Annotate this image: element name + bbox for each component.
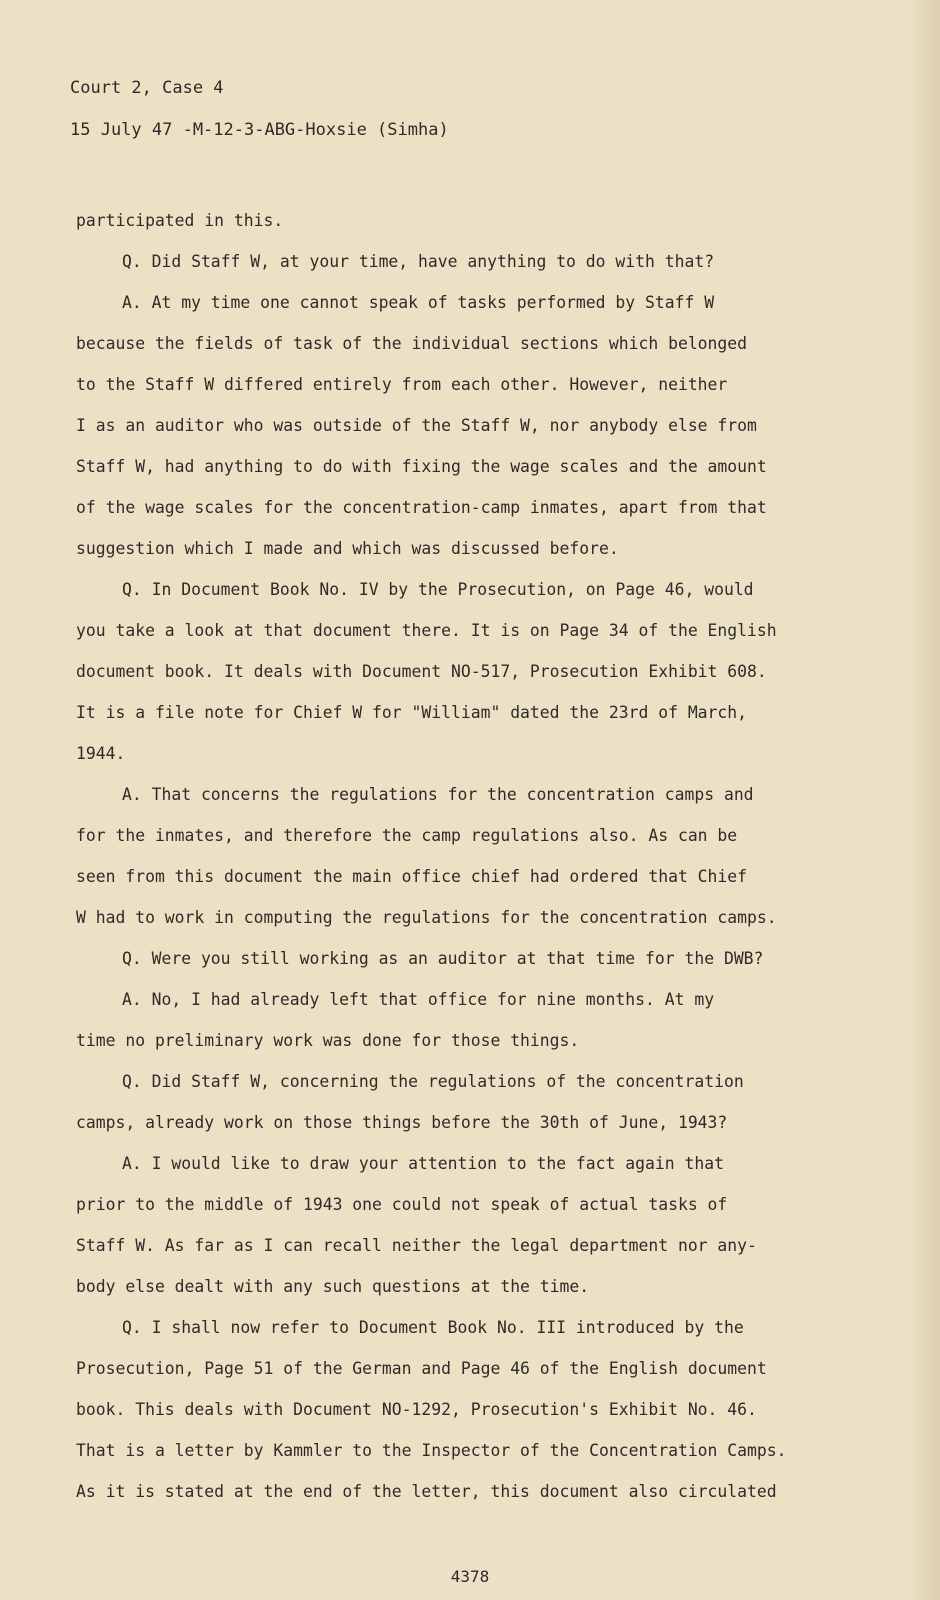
transcript-line: document book. It deals with Document NO-517, Prosecution Exhibit 608. [76,662,767,681]
transcript-line: W had to work in computing the regulations for the concentration camps. [76,908,777,927]
transcript-line: you take a look at that document there. It is on Page 34 of the English [76,621,777,640]
transcript-line: participated in this. [76,211,284,230]
transcript-line: Q. Were you still working as an auditor at that time for the DWB? [122,949,764,968]
transcript-line: Prosecution, Page 51 of the German and Page 46 of the English document [76,1359,767,1378]
transcript-line: That is a letter by Kammler to the Inspector of the Concentration Camps. [76,1441,787,1460]
transcript-line: A. At my time one cannot speak of tasks performed by Staff W [122,293,715,312]
transcript-line: book. This deals with Document NO-1292, Prosecution's Exhibit No. 46. [76,1400,757,1419]
transcript-line: 1944. [76,744,126,763]
transcript-line: It is a file note for Chief W for "William" dated the 23rd of March, [76,703,748,722]
transcript-line: seen from this document the main office chief had ordered that Chief [76,867,748,886]
transcript-line: prior to the middle of 1943 one could not speak of actual tasks of [76,1195,728,1214]
transcript-line: of the wage scales for the concentration-camp inmates, apart from that [76,498,767,517]
date-session-line: 15 July 47 -M-12-3-ABG-Hoxsie (Simha) [70,120,449,140]
transcript-line: to the Staff W differed entirely from each other. However, neither [76,375,728,394]
transcript-line: camps, already work on those things before the 30th of June, 1943? [76,1113,728,1132]
transcript-line: A. No, I had already left that office for nine months. At my [122,990,715,1009]
page-edge-shading [910,0,940,1600]
transcript-line: suggestion which I made and which was discussed before. [76,539,619,558]
transcript-line: A. That concerns the regulations for the concentration camps and [122,785,754,804]
transcript-line: A. I would like to draw your attention to the fact again that [122,1154,724,1173]
transcript-line: for the inmates, and therefore the camp regulations also. As can be [76,826,738,845]
transcript-line: Q. Did Staff W, at your time, have anything to do with that? [122,252,715,271]
transcript-line: Q. I shall now refer to Document Book No. III introduced by the [122,1318,744,1337]
transcript-line: Staff W, had anything to do with fixing the wage scales and the amount [76,457,767,476]
transcript-line: Q. In Document Book No. IV by the Prosecution, on Page 46, would [122,580,754,599]
transcript-line: because the fields of task of the individual sections which belonged [76,334,748,353]
transcript-line: time no preliminary work was done for those things. [76,1031,580,1050]
transcript-body [76,200,836,1512]
transcript-line: body else dealt with any such questions at the time. [76,1277,590,1296]
page-number: 4378 [450,1567,490,1586]
transcript-line: I as an auditor who was outside of the Staff W, nor anybody else from [76,416,757,435]
transcript-line: Q. Did Staff W, concerning the regulations of the concentration [122,1072,744,1091]
case-header: Court 2, Case 4 [70,78,224,98]
transcript-line: As it is stated at the end of the letter, this document also circulated [76,1482,777,1501]
transcript-line: Staff W. As far as I can recall neither the legal department nor any- [76,1236,757,1255]
